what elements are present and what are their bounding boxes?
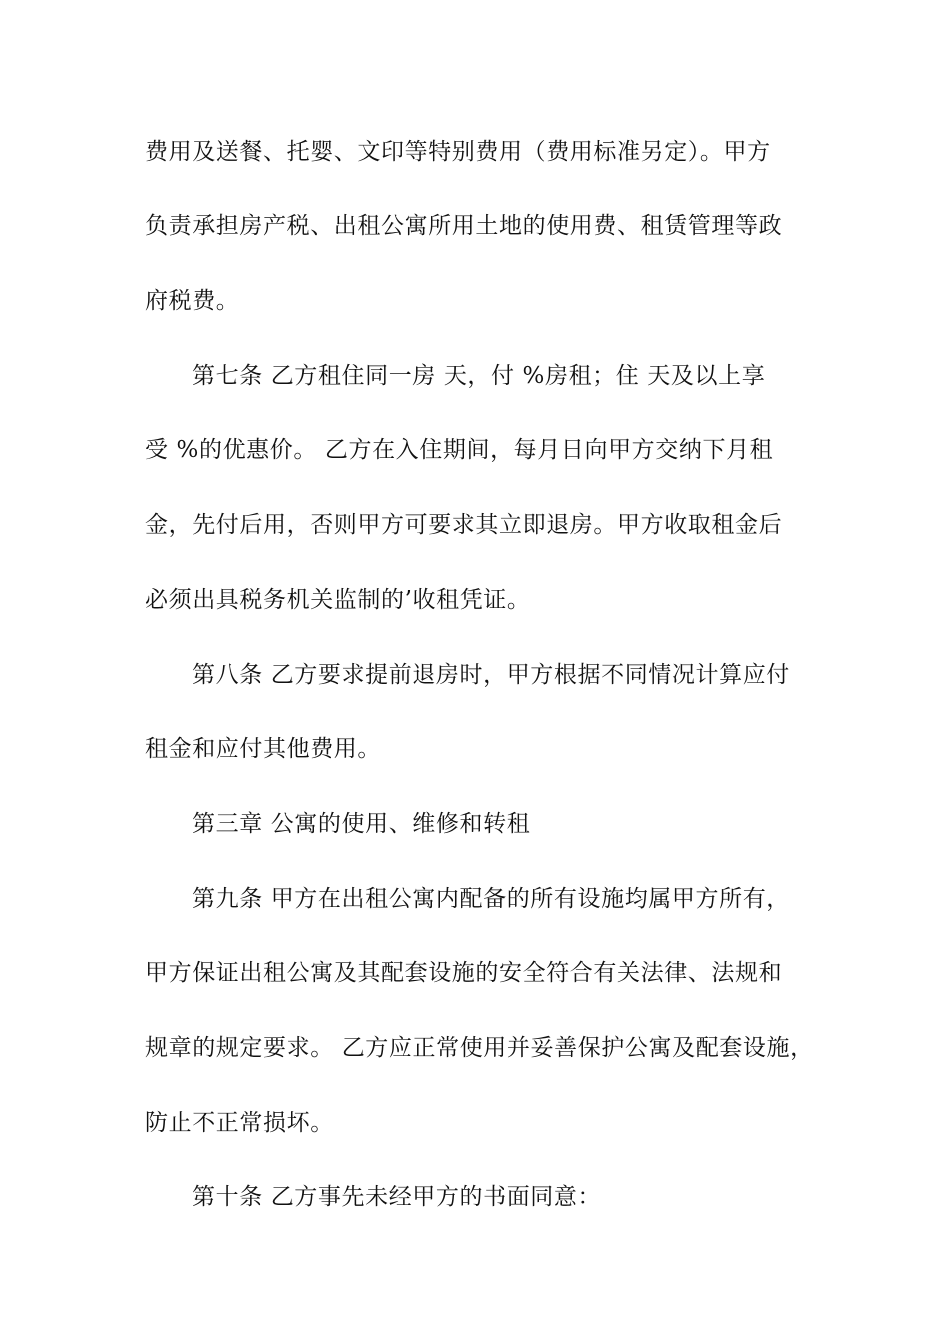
text-line: 必须出具税务机关监制的’收租凭证。: [145, 587, 531, 613]
article-7-line: 第七条 乙方租住同一房 天，付 %房租；住 天及以上享: [192, 363, 766, 389]
chapter-3-heading: 第三章 公寓的使用、维修和转租: [192, 811, 531, 837]
text-line: 甲方保证出租公寓及其配套设施的安全符合有关法律、法规和: [145, 960, 783, 986]
article-8-line: 第八条 乙方要求提前退房时，甲方根据不同情况计算应付: [192, 662, 790, 688]
article-10-line: 第十条 乙方事先未经甲方的书面同意：: [192, 1184, 602, 1210]
text-line: 府税费。: [145, 288, 240, 314]
text-line: 金，先付后用，否则甲方可要求其立即退房。甲方收取租金后: [145, 512, 783, 538]
article-9-line: 第九条 甲方在出租公寓内配备的所有设施均属甲方所有，: [192, 886, 790, 912]
text-line: 租金和应付其他费用。: [145, 736, 381, 762]
text-line: 防止不正常损坏。: [145, 1110, 334, 1136]
text-line: 负责承担房产税、出租公寓所用土地的使用费、租赁管理等政: [145, 213, 783, 239]
text-line: 费用及送餐、托婴、文印等特别费用（费用标准另定）。甲方: [145, 139, 771, 165]
text-line: 受 %的优惠价。 乙方在入住期间，每月日向甲方交纳下月租: [145, 437, 774, 463]
text-line: 规章的规定要求。 乙方应正常使用并妥善保护公寓及配套设施，: [145, 1035, 814, 1061]
